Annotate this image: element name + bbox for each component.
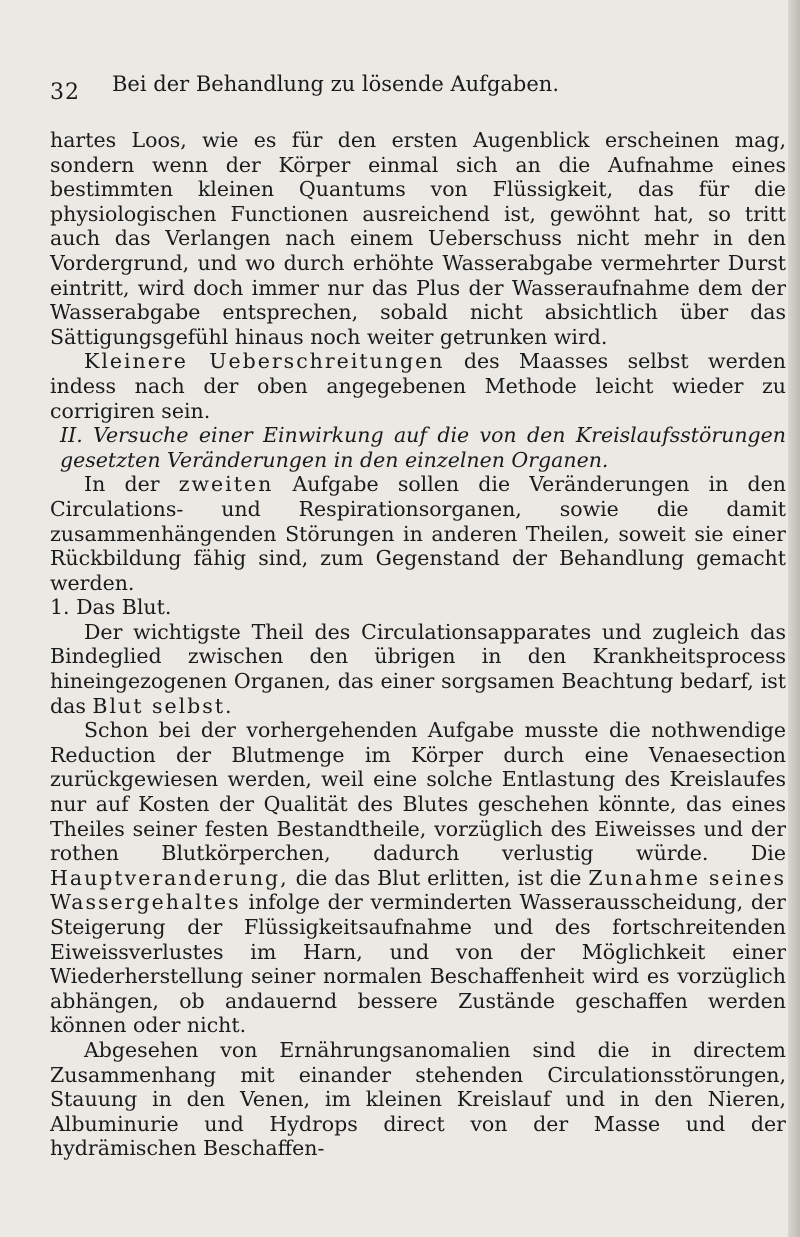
emphasis-hauptveranderung: Hauptveranderung,: [50, 865, 289, 890]
paragraph-4: [50, 620, 786, 718]
paragraph-3: [50, 472, 786, 595]
paragraph-5-text-c: infolge der verminderten Wasserausscheidung, der Steigerung der Flüssigkeitsaufnahme und des fortschreitenden Eiweissverlustes im Harn, und von der Möglichkeit einer Wiederherstellung seiner normalen Beschaffenheit wird es vorzüglich abhängen, ob andauernd bessere Zustände geschaffen werden können oder nicht.: [50, 890, 786, 1038]
page-edge: [788, 0, 800, 1237]
running-head: Bei der Behandlung zu lösende Aufgaben.: [112, 72, 559, 96]
paragraph-1: hartes Loos, wie es für den ersten Augenblick erscheinen mag, sondern wenn der Körper einmal sich an die Aufnahme eines bestimmten kleinen Quantums von Flüssigkeit, das für die physiologischen Functionen ausreichend ist, gewöhnt hat, so tritt auch das Verlangen nach einem Ueberschuss nicht mehr in den Vordergrund, und wo durch erhöhte Wasserabgabe vermehrter Durst eintritt, wird doch immer nur das Plus der Wasseraufnahme dem der Wasserabgabe entsprechen, sobald nicht absichtlich über das Sättigungsgefühl hinaus noch weiter getrunken wird.: [50, 128, 786, 349]
paragraph-2-text: des Maasses selbst werden indess nach der oben angegebenen Methode leicht wieder zu corrigiren sein.: [50, 349, 786, 423]
paragraph-4-text: Der wichtigste Theil des Circulationsapparates und zugleich das Bindeglied zwischen den übrigen in den Krankheitsprocess hineingezogenen Organen, das einer sorgsamen Beachtung bedarf, ist das: [50, 619, 786, 718]
text-column: [50, 128, 786, 1161]
emphasis-zweiten: zweiten: [178, 472, 274, 497]
emphasis-zunahme: Zunahme seines Wassergehaltes: [50, 865, 786, 915]
paragraph-5-text-b: die das Blut erlitten, ist die: [288, 865, 589, 890]
sub-heading: 1. Das Blut.: [50, 595, 172, 620]
paragraph-3-text: Aufgabe sollen die Veränderungen in den Circulations- und Respirationsorganen, sowie die damit zusammenhängenden Störungen in anderen Theilen, soweit sie einer Rückbildung fähig sind, zum Gegenstand der Behandlung gemacht werden.: [50, 472, 787, 595]
emphasis-blut-selbst: Blut selbst.: [92, 693, 234, 718]
paragraph-5-text-a: Schon bei der vorhergehenden Aufgabe musste die nothwendige Reduction der Blutmenge im Körper durch eine Venaesection zurückgewiesen werden, weil eine solche Entlastung des Kreislaufes nur auf Kosten der Qualität des Blutes geschehen könnte, das eines Theiles seiner festen Bestandtheile, vorzüglich des Eiweisses und der rothen Blutkörperchen, dadurch verlustig würde. Die: [50, 718, 786, 866]
paragraph-6: Abgesehen von Ernährungsanomalien sind die in directem Zusammenhang mit einander stehenden Circulationsstörungen, Stauung in den Venen, im kleinen Kreislauf und in den Nieren, Albuminurie und Hydrops direct von der Masse und der hydrämischen Beschaffen-: [50, 1037, 786, 1161]
page-number: 32: [50, 80, 80, 105]
paragraph-5: [50, 718, 786, 1038]
section-heading: II. Versuche einer Einwirkung auf die von den Kreislaufsstörungen gesetzten Veränderungen in den einzelnen Organen.: [60, 423, 786, 472]
paragraph-3-lead: In der: [84, 472, 179, 497]
paragraph-2: [50, 349, 786, 423]
emphasis-kleinere: Kleinere Ueberschreitungen: [84, 349, 445, 374]
